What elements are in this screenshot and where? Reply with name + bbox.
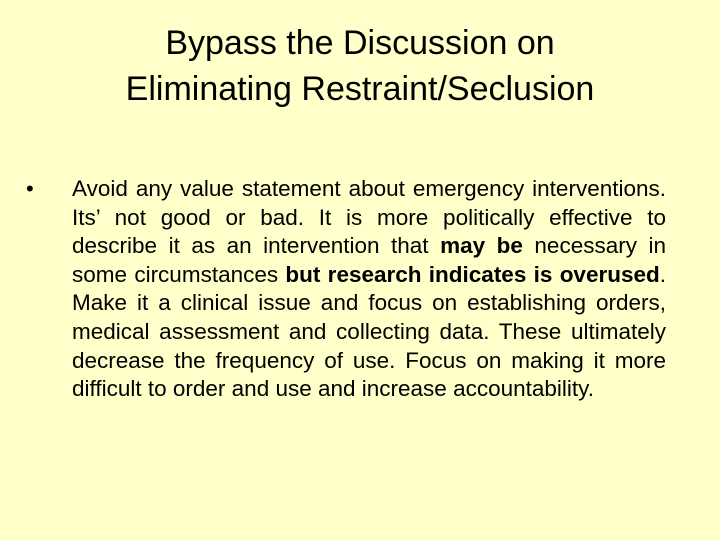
title-line-1: Bypass the Discussion on [165, 24, 555, 62]
bullet-text [72, 176, 666, 401]
bullet-text-segment-3: . Make it a clinical issue and focus on establishing orders, medical assessment and collecting data. These ultimately decrease the frequency of use. Focus on making it more difficult to order and use and increase accountability. [72, 261, 667, 402]
bullet-text-segment-1: Avoid any value statement about emergency interventions. Its’ not good or bad. It is more politically effective to describe it as an intervention that [72, 176, 666, 259]
slide-title [40, 20, 680, 112]
bullet-emphasis-may-be: may be [440, 233, 523, 259]
bullet-item [26, 175, 666, 404]
bullet-emphasis-overused: but research indicates is overused [285, 261, 660, 287]
title-line-2: Eliminating Restraint/Seclusion [125, 70, 595, 108]
bullet-marker: • [26, 176, 34, 201]
bullet-list [26, 175, 666, 404]
bullet-text-segment-2: necessary in some circumstances [72, 233, 666, 287]
